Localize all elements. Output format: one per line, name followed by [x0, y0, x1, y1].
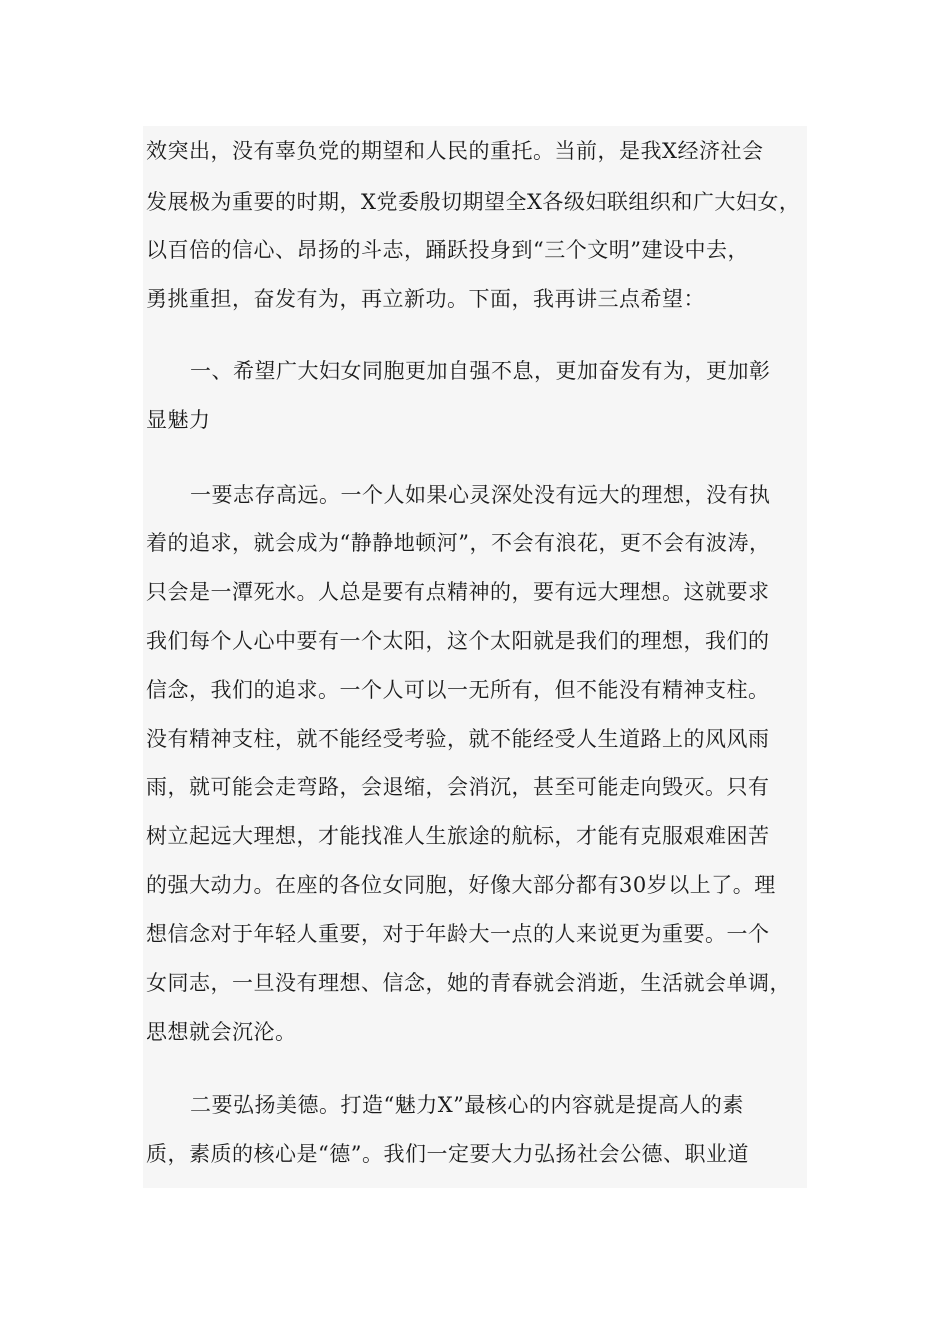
paragraph-first-line: 一要志存高远。一个人如果心灵深处没有远大的理想，没有执: [190, 483, 771, 507]
text-line: 只会是一潭死水。人总是要有点精神的，要有远大理想。这就要求: [146, 580, 770, 604]
text-line: 效突出，没有辜负党的期望和人民的重托。当前，是我X经济社会: [146, 139, 764, 163]
text-line: 想信念对于年轻人重要，对于年龄大一点的人来说更为重要。一个: [146, 922, 770, 946]
text-line: 着的追求，就会成为“静静地顿河”，不会有浪花，更不会有波涛，: [146, 531, 771, 555]
section-heading: 一、希望广大妇女同胞更加自强不息，更加奋发有为，更加彰: [190, 359, 771, 383]
text-line: 女同志，一旦没有理想、信念，她的青春就会消逝，生活就会单调，: [146, 971, 791, 995]
text-body: [143, 126, 807, 1188]
text-line: 树立起远大理想，才能找准人生旅途的航标，才能有克服艰难困苦: [146, 824, 770, 848]
text-line: 信念，我们的追求。一个人可以一无所有，但不能没有精神支柱。: [146, 678, 770, 702]
text-line: 发展极为重要的时期，X党委殷切期望全X各级妇联组织和广大妇女，: [146, 190, 801, 214]
text-line: 质，素质的核心是“德”。我们一定要大力弘扬社会公德、职业道: [146, 1142, 749, 1166]
text-line: 我们每个人心中要有一个太阳，这个太阳就是我们的理想，我们的: [146, 629, 770, 653]
text-line: 没有精神支柱，就不能经受考验，就不能经受人生道路上的风风雨: [146, 727, 770, 751]
section-heading-continued: 显魅力: [146, 408, 211, 432]
text-line: 的强大动力。在座的各位女同胞，好像大部分都有30岁以上了。理: [146, 873, 776, 897]
text-line: 思想就会沉沦。: [146, 1020, 297, 1044]
text-line: 雨，就可能会走弯路，会退缩，会消沉，甚至可能走向毁灭。只有: [146, 775, 770, 799]
text-line: 勇挑重担，奋发有为，再立新功。下面，我再讲三点希望：: [146, 287, 705, 311]
paragraph-first-line: 二要弘扬美德。打造“魅力X”最核心的内容就是提高人的素: [190, 1093, 744, 1117]
text-line: 以百倍的信心、昂扬的斗志，踊跃投身到“三个文明”建设中去，: [146, 238, 749, 262]
